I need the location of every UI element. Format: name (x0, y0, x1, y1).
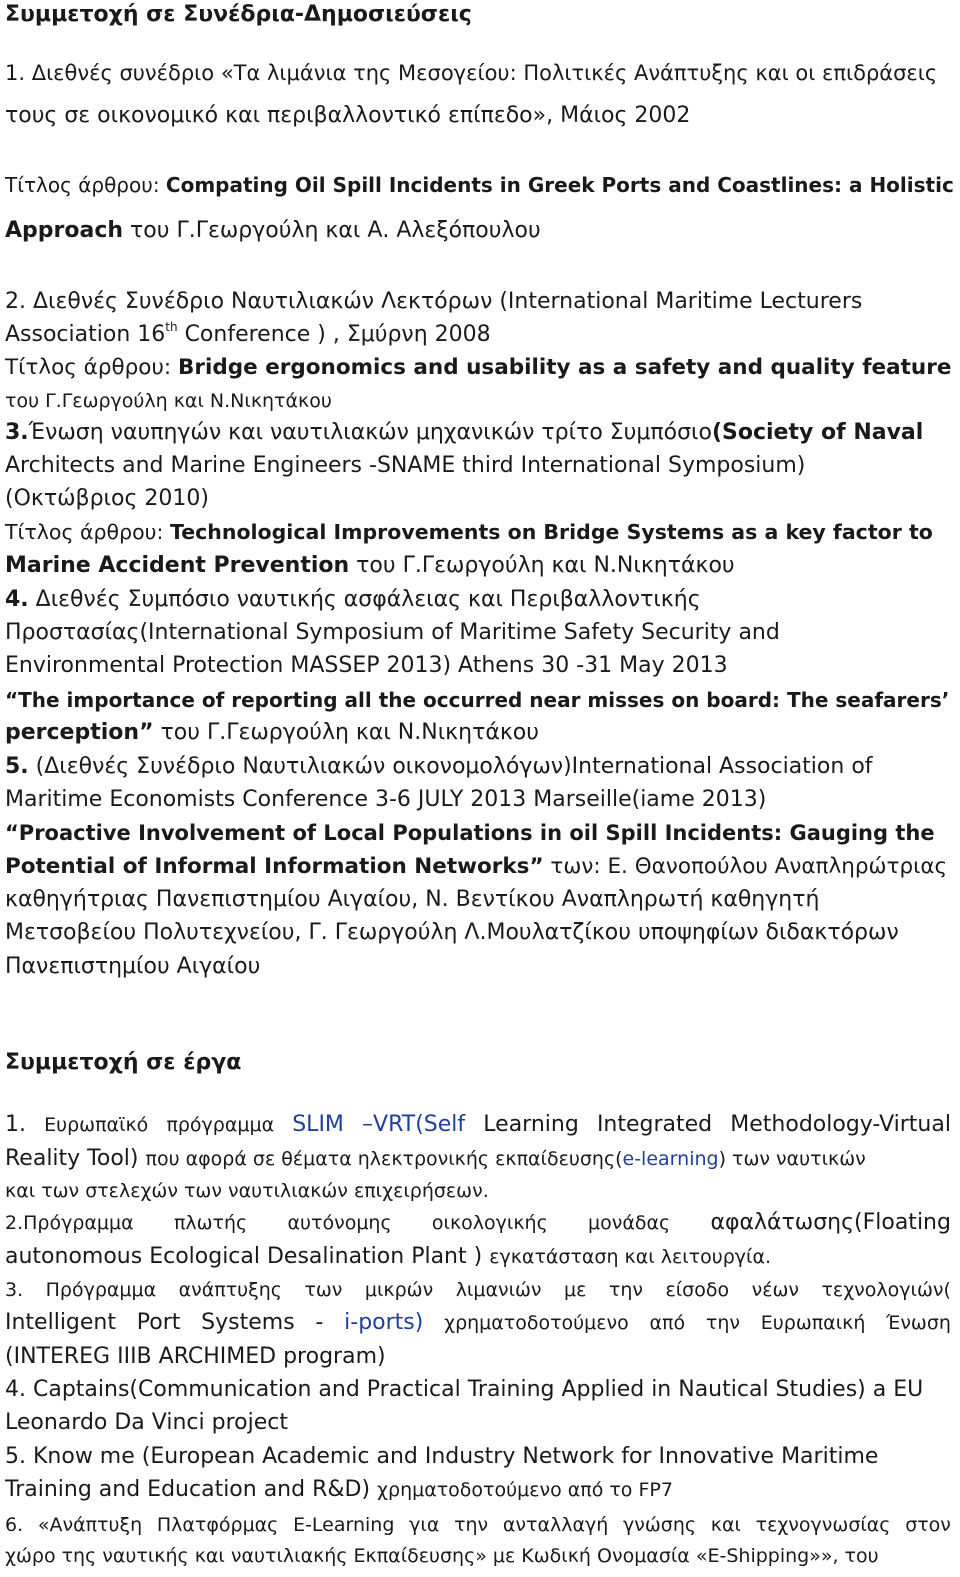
conference-2-line-2 (5, 320, 491, 350)
conference-5-authors-line-3: Μετσοβείου Πολυτεχνείου, Γ. Γεωργούλη Λ.Μουλατζίκου υποψηφίων διδακτόρων (5, 920, 899, 945)
text: Reality Tool) (5, 1146, 146, 1171)
word: από (649, 1312, 686, 1334)
conference-4-line-2: Προστασίας(International Symposium of Maritime Safety Security and (5, 620, 780, 645)
conference-1-line-1: 1. Διεθνές συνέδριο «Τα λιμάνια της Μεσογείου: Πολιτικές Ανάπτυξης και οι επιδράσεις (5, 61, 938, 85)
article-title-cont: Approach (5, 218, 124, 243)
item-number: 6. (5, 1514, 24, 1536)
conference-2-line-1: 2. Διεθνές Συνέδριο Ναυτιλιακών Λεκτόρων (International Maritime Lecturers (5, 289, 863, 314)
conferences-heading: Συμμετοχή σε Συνέδρια-Δημοσιεύσεις (5, 2, 472, 27)
word: Learning (483, 1112, 579, 1137)
word: για (409, 1514, 440, 1536)
word: στον (905, 1514, 951, 1536)
word: Integrated (596, 1112, 713, 1137)
conference-3-line-3: (Οκτώβριος 2010) (5, 486, 209, 511)
article-title: Technological Improvements on Bridge Systems as a key factor to (169, 520, 933, 544)
conference-3-line-2: Architects and Marine Engineers -SNAME third International Symposium) (5, 453, 806, 478)
authors: του Γ.Γεωργούλη και Ν.Νικητάκου (153, 720, 539, 745)
conference-4-line-1 (5, 585, 701, 615)
conference-4-title-line-1 (5, 685, 949, 715)
projects-heading: Συμμετοχή σε έργα (5, 1050, 242, 1075)
text-link: e-learning (622, 1148, 719, 1170)
authors: των: Ε. Θανοπούλου Αναπληρώτριας (543, 854, 948, 879)
project-6-line-2: χώρο της ναυτικής και ναυτιλιακής Εκπαίδευσης» με Κωδική Ονομασία «E-Shipping»», του (5, 1545, 879, 1567)
word: την (454, 1514, 489, 1536)
text: ) των ναυτικών (718, 1148, 866, 1170)
item-number: 3. (5, 1279, 24, 1301)
text: Διεθνές Συμπόσιο ναυτικής ασφάλειας και Περιβαλλοντικής (28, 587, 701, 612)
article-title: Compating Oil Spill Incidents in Greek Ports and Coastlines: a Holistic (165, 173, 954, 197)
item-number: 4. (5, 587, 29, 612)
authors: του Γ.Γεωργούλη και Α. Αλεξόπουλου (123, 218, 541, 243)
word: και (710, 1514, 741, 1536)
word: πλωτής (173, 1212, 248, 1234)
word: E-Learning (293, 1514, 395, 1536)
conference-1-title-line-1 (5, 170, 954, 200)
word: τεχνολογιών( (821, 1279, 951, 1301)
project-4-line-1: 4. Captains(Communication and Practical Training Applied in Nautical Studies) a EU (5, 1377, 924, 1402)
conference-3-line-1 (5, 418, 923, 448)
article-title-cont: Marine Accident Prevention (5, 553, 350, 578)
word: SLIM (292, 1112, 344, 1137)
text: εγκατάσταση και λειτουργία. (489, 1246, 772, 1268)
article-title: Bridge ergonomics and usability as a safety and quality feature (177, 355, 952, 380)
word: 2.Πρόγραμμα (5, 1212, 134, 1234)
word: «Ανάπτυξη (37, 1514, 143, 1536)
word: των (304, 1279, 343, 1301)
word: οικολογικής (431, 1212, 548, 1234)
authors: του Γ.Γεωργούλη και Ν.Νικητάκου (349, 553, 735, 578)
word: γνώσης (623, 1514, 697, 1536)
conference-5-title-line-1 (5, 818, 935, 848)
project-3-line-1 (5, 1275, 951, 1305)
word: ανάπτυξης (178, 1279, 282, 1301)
text: χρηματοδοτούμενο από το FP7 (377, 1479, 673, 1501)
title-prefix: Τίτλος άρθρου: (5, 520, 170, 544)
word: αφαλάτωσης(Floating (710, 1210, 951, 1235)
word: Πλατφόρμας (156, 1514, 279, 1536)
article-title: “The importance of reporting all the occurred near misses on board: The seafarers’ (5, 688, 950, 712)
text: (Διεθνές Συνέδριο Ναυτιλιακών οικονομολόγων)International Association of (28, 754, 873, 779)
conference-2-authors: του Γ.Γεωργούλη και Ν.Νικητάκου (5, 390, 332, 412)
conference-1-line-2: τους σε οικονομικό και περιβαλλοντικό επίπεδο», Μάιος 2002 (5, 103, 691, 128)
word: Ευρωπαική (760, 1312, 866, 1334)
project-2-line-1 (5, 1208, 951, 1238)
conference-3-title-line-2 (5, 551, 735, 581)
word: Ευρωπαϊκό (44, 1114, 149, 1136)
conference-5-title-line-2 (5, 852, 947, 882)
project-5-line-2 (5, 1475, 673, 1505)
conference-3-title-line-1 (5, 517, 933, 547)
article-title-cont: Potential of Informal Information Networks” (5, 854, 544, 879)
word: την (608, 1279, 643, 1301)
title-prefix: Τίτλος άρθρου: (5, 355, 178, 380)
word: Port (136, 1310, 181, 1335)
word: ανταλλαγή (502, 1514, 609, 1536)
word: –VRT(Self (362, 1112, 466, 1137)
superscript: th (165, 320, 178, 334)
text: Ένωση ναυπηγών και ναυτιλιακών μηχανικών τρίτο Συμπόσιο (28, 420, 712, 445)
project-3-line-3: (INTEREG IIIB ARCHIMED program) (5, 1344, 386, 1369)
conference-4-title-line-2 (5, 718, 539, 748)
word: Methodology-Virtual (730, 1112, 951, 1137)
text: που αφορά σε θέματα ηλεκτρονικής εκπαίδευσης( (145, 1148, 623, 1170)
article-title: “Proactive Involvement of Local Populations in oil Spill Incidents: Gauging the (5, 821, 935, 845)
conference-5-line-2: Maritime Economists Conference 3-6 JULY 2013 Marseille(iame 2013) (5, 787, 767, 812)
text-bold: (Society of Naval (711, 420, 924, 445)
word: Systems (201, 1310, 295, 1335)
text: autonomous Ecological Desalination Plant ) (5, 1244, 490, 1269)
item-number: 3. (5, 420, 29, 445)
word: Ένωση (886, 1312, 951, 1334)
title-prefix: Τίτλος άρθρου: (5, 173, 166, 197)
project-3-line-2 (5, 1308, 951, 1338)
conference-4-line-3: Environmental Protection MASSEP 2013) Athens 30 -31 May 2013 (5, 653, 728, 678)
word: - (315, 1310, 324, 1335)
article-title-cont: perception” (5, 720, 154, 745)
project-1-line-3: και των στελεχών των ναυτιλιακών επιχειρήσεων. (5, 1180, 489, 1202)
project-1-line-2 (5, 1144, 866, 1174)
word: με (564, 1279, 587, 1301)
word: Πρόγραμμα (45, 1279, 157, 1301)
word: αυτόνομης (287, 1212, 392, 1234)
project-2-line-2 (5, 1242, 771, 1272)
word-link: i-ports) (344, 1310, 424, 1335)
word: μικρών (364, 1279, 434, 1301)
word: λιμανιών (455, 1279, 542, 1301)
project-1-line-1 (5, 1110, 951, 1140)
word: μονάδας (588, 1212, 671, 1234)
project-6-line-1 (5, 1510, 951, 1540)
conference-2-title (5, 353, 951, 383)
word: την (705, 1312, 740, 1334)
text: Association 16 (5, 322, 166, 347)
project-4-line-2: Leonardo Da Vinci project (5, 1410, 288, 1435)
word: Intelligent (5, 1310, 116, 1335)
word: τεχνογνωσίας (755, 1514, 891, 1536)
conference-5-authors-line-2: καθηγήτριας Πανεπιστημίου Αιγαίου, Ν. Βεντίκου Αναπληρωτή καθηγητή (5, 887, 820, 912)
text: Conference ) , Σμύρνη 2008 (177, 322, 491, 347)
word: πρόγραμμα (166, 1114, 275, 1136)
conference-1-title-line-2 (5, 216, 541, 246)
word: είσοδο (665, 1279, 730, 1301)
item-number: 1. (5, 1112, 26, 1137)
word: χρηματοδοτούμενο (444, 1312, 629, 1334)
project-5-line-1: 5. Know me (European Academic and Industry Network for Innovative Maritime (5, 1444, 879, 1469)
text: Training and Education and R&D) (5, 1477, 378, 1502)
conference-5-authors-line-4: Πανεπιστημίου Αιγαίου (5, 954, 261, 979)
word: νέων (751, 1279, 799, 1301)
conference-5-line-1 (5, 752, 873, 782)
item-number: 5. (5, 754, 29, 779)
